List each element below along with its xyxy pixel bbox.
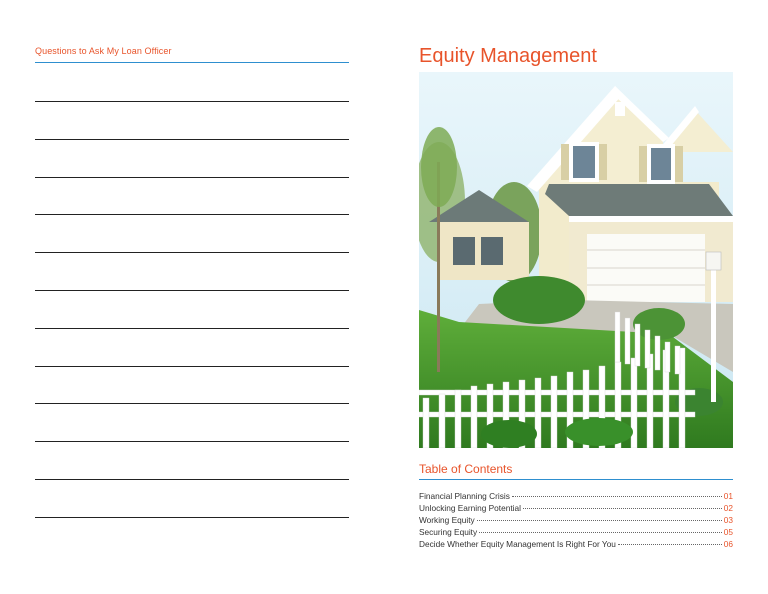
toc-entry-label: Decide Whether Equity Management Is Right For You (419, 539, 616, 549)
note-line (35, 290, 349, 291)
toc-entry-label: Financial Planning Crisis (419, 491, 510, 501)
toc-leader-dots (479, 532, 722, 533)
toc-entry[interactable] (419, 538, 733, 550)
note-line (35, 403, 349, 404)
toc-entry-page: 05 (723, 527, 733, 537)
note-line (35, 177, 349, 178)
note-line (35, 479, 349, 480)
heading-rule (35, 62, 349, 63)
page-title: Equity Management (419, 45, 597, 67)
note-line (35, 214, 349, 215)
toc-leader-dots (523, 508, 722, 509)
toc-entry-label: Working Equity (419, 515, 475, 525)
questions-heading: Questions to Ask My Loan Officer (35, 46, 172, 56)
house-illustration (419, 72, 733, 448)
table-of-contents (419, 490, 733, 550)
house-photo (419, 72, 733, 448)
toc-entry-page: 03 (723, 515, 733, 525)
note-line (35, 366, 349, 367)
note-line (35, 517, 349, 518)
toc-leader-dots (618, 544, 722, 545)
toc-entry[interactable] (419, 514, 733, 526)
toc-leader-dots (477, 520, 722, 521)
toc-leader-dots (512, 496, 722, 497)
toc-entry-page: 01 (723, 491, 733, 501)
note-line (35, 328, 349, 329)
toc-entry-label: Securing Equity (419, 527, 478, 537)
note-line (35, 441, 349, 442)
toc-entry-page: 02 (723, 503, 733, 513)
toc-heading: Table of Contents (419, 462, 513, 476)
toc-entry[interactable] (419, 502, 733, 514)
toc-rule (419, 479, 733, 480)
note-line (35, 139, 349, 140)
note-line (35, 252, 349, 253)
toc-entry-page: 06 (723, 539, 733, 549)
toc-entry-label: Unlocking Earning Potential (419, 503, 521, 513)
note-line (35, 101, 349, 102)
toc-entry[interactable] (419, 526, 733, 538)
toc-entry[interactable] (419, 490, 733, 502)
